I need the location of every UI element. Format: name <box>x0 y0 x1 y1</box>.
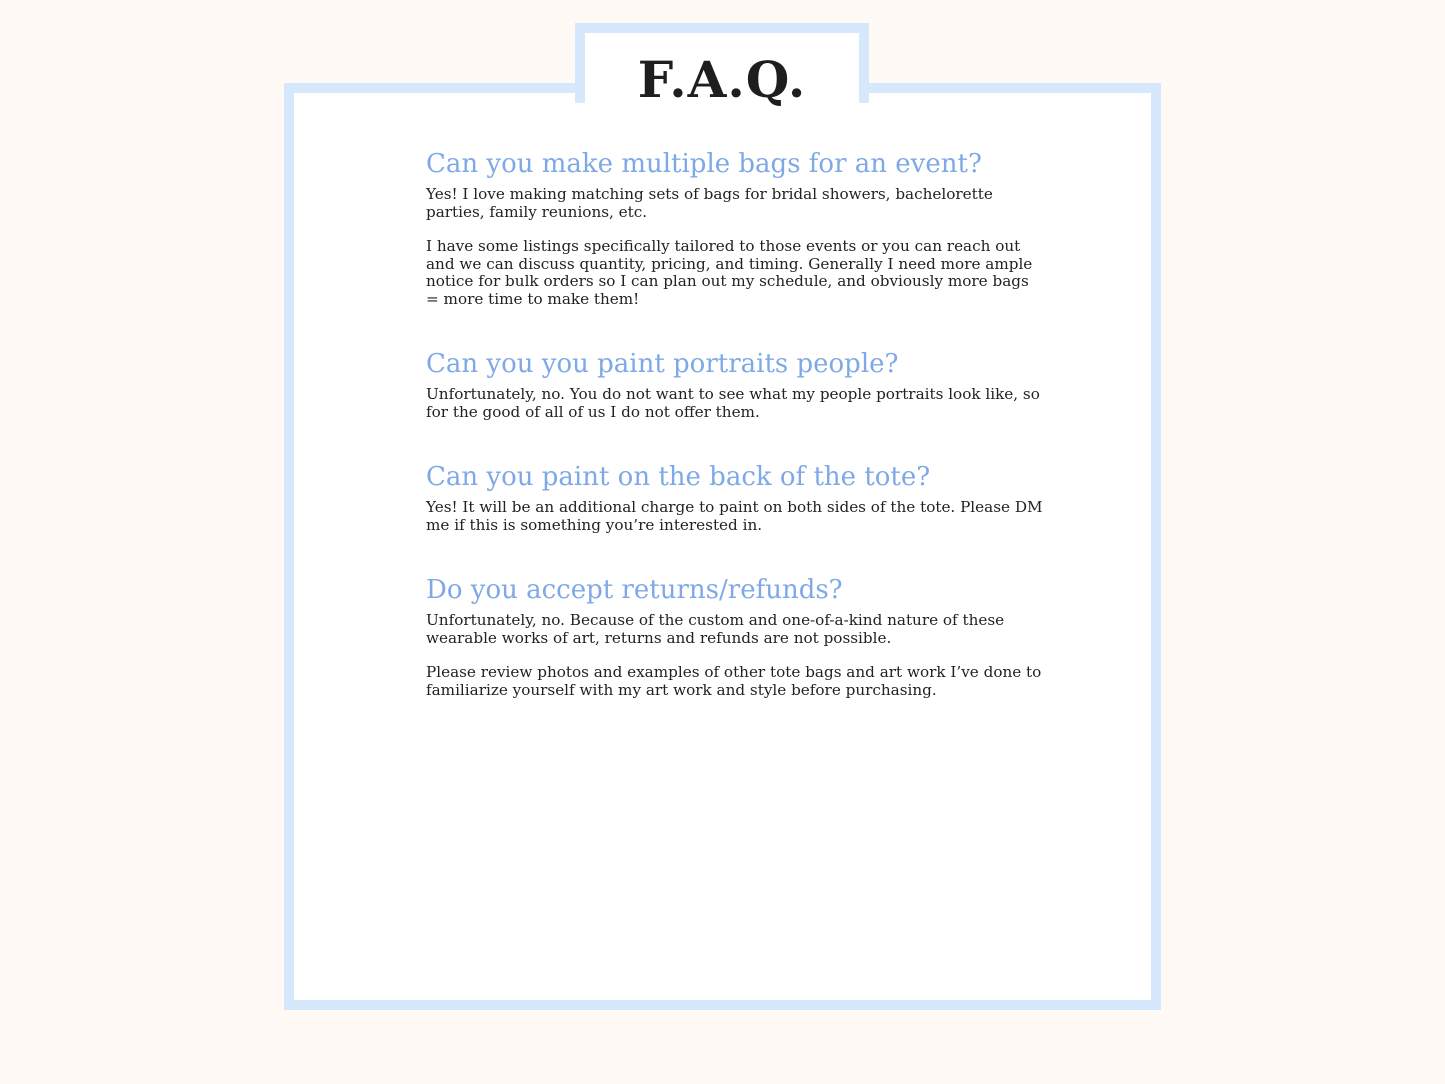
page-title: F.A.Q. <box>637 50 807 109</box>
faq-item-back-of-tote <box>426 461 1046 534</box>
faq-answer: Please review photos and examples of other tote bags and art work I’ve done to familiarize yourself with my art work and style before purchasing. <box>426 663 1042 699</box>
faq-question: Can you you paint portraits people? <box>426 349 899 379</box>
faq-question: Do you accept returns/refunds? <box>426 575 843 605</box>
faq-item-portraits <box>426 348 1046 421</box>
faq-question: Can you paint on the back of the tote? <box>426 462 931 492</box>
faq-answer: Unfortunately, no. Because of the custom and one-of-a-kind nature of these wearable works of art, returns and refunds are not possible. <box>426 611 1005 647</box>
faq-answer: Yes! It will be an additional charge to paint on both sides of the tote. Please DM me if this is something you’re interested in. <box>426 498 1043 534</box>
faq-question: Can you make multiple bags for an event? <box>426 149 982 179</box>
faq-item-returns <box>426 574 1046 699</box>
faq-answer: I have some listings specifically tailored to those events or you can reach out and we can discuss quantity, pricing, and timing. Generally I need more ample notice for bulk orders so I can plan out my schedule, and obviously more bags = more time to make them! <box>426 237 1033 308</box>
faq-answer: Unfortunately, no. You do not want to see what my people portraits look like, so for the good of all of us I do not offer them. <box>426 385 1040 421</box>
faq-answer: Yes! I love making matching sets of bags for bridal showers, bachelorette parties, family reunions, etc. <box>426 185 993 221</box>
faq-list <box>426 148 1046 699</box>
faq-item-multiple-bags <box>426 148 1046 308</box>
